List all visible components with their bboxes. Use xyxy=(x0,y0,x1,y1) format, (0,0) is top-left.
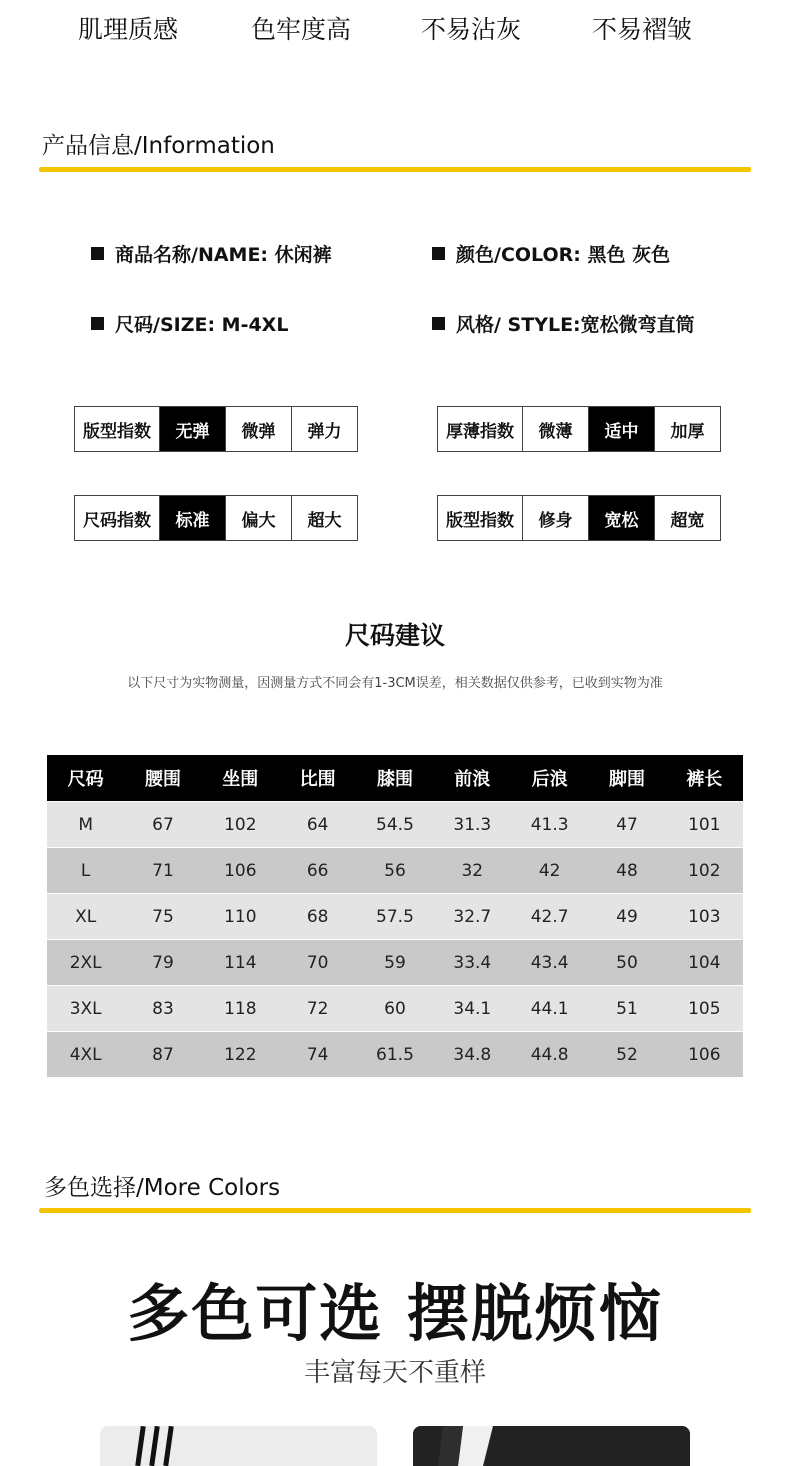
info-item-text: 颜色/COLOR: 黑色 灰色 xyxy=(456,244,671,266)
index-option: 超宽 xyxy=(654,496,720,540)
index-option: 适中 xyxy=(588,407,654,451)
table-cell: 34.1 xyxy=(434,986,511,1032)
info-item-name xyxy=(91,240,332,267)
info-item-color xyxy=(432,240,670,267)
column-header: 尺码 xyxy=(47,755,124,802)
table-cell: 61.5 xyxy=(356,1032,433,1078)
index-label: 版型指数 xyxy=(83,421,151,442)
index-option: 微薄 xyxy=(522,407,588,451)
feature-4: 不易褶皱 xyxy=(592,15,693,44)
table-row xyxy=(47,940,743,986)
info-item-text: 尺码/SIZE: M-4XL xyxy=(115,314,289,336)
index-fit xyxy=(437,495,721,541)
table-cell: 56 xyxy=(356,848,433,894)
table-cell: 74 xyxy=(279,1032,356,1078)
table-cell: 31.3 xyxy=(434,802,511,848)
index-label: 尺码指数 xyxy=(83,510,151,531)
table-cell: 41.3 xyxy=(511,802,588,848)
table-cell: 44.1 xyxy=(511,986,588,1032)
table-cell: 2XL xyxy=(47,940,124,986)
table-cell: 67 xyxy=(124,802,201,848)
table-cell: 83 xyxy=(124,986,201,1032)
index-option: 加厚 xyxy=(654,407,720,451)
colors-section-divider xyxy=(39,1208,751,1213)
table-cell: 102 xyxy=(202,802,279,848)
index-label: 版型指数 xyxy=(446,510,514,531)
index-option: 宽松 xyxy=(588,496,654,540)
table-cell: 42.7 xyxy=(511,894,588,940)
table-cell: 104 xyxy=(666,940,743,986)
info-item-text: 风格/ STYLE:宽松微弯直筒 xyxy=(456,314,695,336)
info-item-text: 商品名称/NAME: 休闲裤 xyxy=(115,244,332,266)
table-cell: 4XL xyxy=(47,1032,124,1078)
table-cell: 79 xyxy=(124,940,201,986)
index-option: 微弹 xyxy=(225,407,291,451)
size-table xyxy=(47,755,743,1077)
table-cell: 110 xyxy=(202,894,279,940)
index-option: 修身 xyxy=(522,496,588,540)
index-size xyxy=(74,495,358,541)
index-option: 弹力 xyxy=(291,407,357,451)
feature-1: 肌理质感 xyxy=(78,15,179,44)
table-cell: 102 xyxy=(666,848,743,894)
table-cell: 105 xyxy=(666,986,743,1032)
table-row xyxy=(47,802,743,848)
table-row xyxy=(47,986,743,1032)
table-cell: 103 xyxy=(666,894,743,940)
table-cell: 3XL xyxy=(47,986,124,1032)
size-section-title: 尺码建议 xyxy=(344,621,445,650)
table-row xyxy=(47,1032,743,1078)
table-cell: XL xyxy=(47,894,124,940)
table-cell: 75 xyxy=(124,894,201,940)
table-cell: 106 xyxy=(202,848,279,894)
size-table-header xyxy=(47,755,743,802)
feature-3: 不易沾灰 xyxy=(421,15,522,44)
table-cell: 50 xyxy=(588,940,665,986)
product-photo-grey[interactable] xyxy=(100,1426,377,1466)
table-cell: 48 xyxy=(588,848,665,894)
striped-trim-icon xyxy=(100,1426,377,1466)
table-cell: 122 xyxy=(202,1032,279,1078)
column-header: 比围 xyxy=(279,755,356,802)
table-cell: 49 xyxy=(588,894,665,940)
table-cell: 64 xyxy=(279,802,356,848)
table-cell: 51 xyxy=(588,986,665,1032)
table-cell: 32.7 xyxy=(434,894,511,940)
table-cell: 106 xyxy=(666,1032,743,1078)
colors-section-title: 多色选择/More Colors xyxy=(44,1175,281,1201)
table-cell: 42 xyxy=(511,848,588,894)
index-option: 偏大 xyxy=(225,496,291,540)
colors-headline: 多色可选 摆脱烦恼 xyxy=(127,1277,663,1350)
column-header: 腰围 xyxy=(124,755,201,802)
column-header: 前浪 xyxy=(434,755,511,802)
bullet-icon xyxy=(91,317,104,330)
table-cell: 32 xyxy=(434,848,511,894)
info-section-title: 产品信息/Information xyxy=(42,133,275,159)
bullet-icon xyxy=(91,247,104,260)
index-elasticity xyxy=(74,406,358,452)
index-option: 标准 xyxy=(159,496,225,540)
table-cell: 47 xyxy=(588,802,665,848)
table-row xyxy=(47,894,743,940)
table-row xyxy=(47,848,743,894)
info-item-size xyxy=(91,310,288,337)
index-option: 无弹 xyxy=(159,407,225,451)
table-cell: 44.8 xyxy=(511,1032,588,1078)
feature-2: 色牢度高 xyxy=(251,15,352,44)
jacket-collar-icon xyxy=(413,1426,690,1466)
table-cell: 52 xyxy=(588,1032,665,1078)
table-cell: M xyxy=(47,802,124,848)
product-photo-black[interactable] xyxy=(413,1426,690,1466)
table-cell: 54.5 xyxy=(356,802,433,848)
table-cell: L xyxy=(47,848,124,894)
table-cell: 71 xyxy=(124,848,201,894)
size-section-note: 以下尺寸为实物测量，因测量方式不同会有1-3CM误差，相关数据仅供参考，已收到实物为准 xyxy=(127,676,663,691)
table-cell: 57.5 xyxy=(356,894,433,940)
index-label: 厚薄指数 xyxy=(446,421,514,442)
index-thickness xyxy=(437,406,721,452)
table-cell: 43.4 xyxy=(511,940,588,986)
table-cell: 34.8 xyxy=(434,1032,511,1078)
table-cell: 33.4 xyxy=(434,940,511,986)
column-header: 坐围 xyxy=(202,755,279,802)
table-cell: 68 xyxy=(279,894,356,940)
colors-tagline: 丰富每天不重样 xyxy=(303,1358,486,1388)
table-cell: 87 xyxy=(124,1032,201,1078)
column-header: 脚围 xyxy=(588,755,665,802)
table-cell: 59 xyxy=(356,940,433,986)
table-cell: 114 xyxy=(202,940,279,986)
bullet-icon xyxy=(432,317,445,330)
table-cell: 66 xyxy=(279,848,356,894)
column-header: 后浪 xyxy=(511,755,588,802)
table-cell: 72 xyxy=(279,986,356,1032)
table-cell: 118 xyxy=(202,986,279,1032)
table-cell: 60 xyxy=(356,986,433,1032)
bullet-icon xyxy=(432,247,445,260)
table-cell: 101 xyxy=(666,802,743,848)
column-header: 膝围 xyxy=(356,755,433,802)
table-cell: 70 xyxy=(279,940,356,986)
info-section-divider xyxy=(39,167,751,172)
column-header: 裤长 xyxy=(666,755,743,802)
index-option: 超大 xyxy=(291,496,357,540)
info-item-style xyxy=(432,310,695,337)
